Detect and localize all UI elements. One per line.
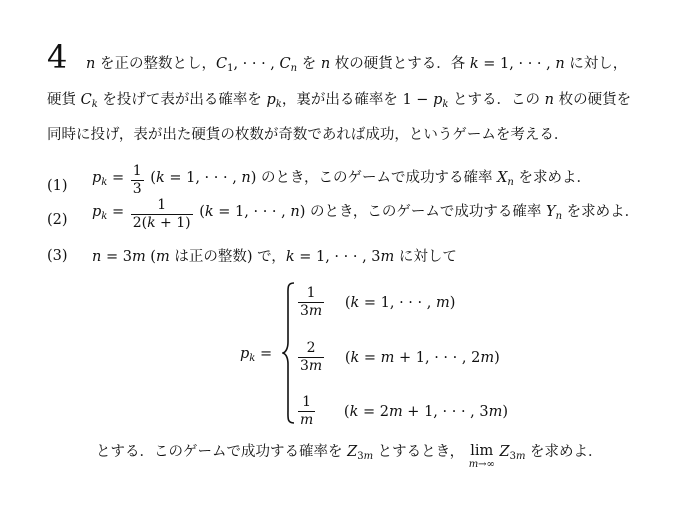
fraction-one-over-2k1: $\frac{1}{2(k + 1)}$ [132,197,191,231]
pk-lhs: $p_k$ = [240,346,273,364]
part-3-label: (3) [47,248,68,264]
left-brace-icon [282,282,296,424]
problem-number: 4 [47,38,68,76]
part-2-label: (2) [47,212,68,228]
limit-expression: lim m→∞ [468,443,495,470]
intro-line-1: n を正の整数とし，$C_1$, · · · , $C_n$ を n 枚の硬貨とする．各 k = 1, · · · , n に対し， [86,56,628,74]
part-1-body: $p_k$ = $\frac{1}{3}$ (k = 1, · · · , n) のとき，このゲームで成功する確率 $X_n$ を求めよ． [92,163,591,197]
case-2: $\frac{2}{3m}$ (k = m + 1, · · · , 2m) [300,340,500,374]
part-1-label: (1) [47,178,68,194]
part-3-body: n = 3m (m は正の整数) で，k = 1, · · · , 3m に対して [92,249,457,265]
conclusion-line: とする．このゲームで成功する確率を $Z_{3m}$ とするとき， lim m→∞ $Z_{3m}$ を求めよ． [96,443,603,470]
case-1: $\frac{1}{3m}$ (k = 1, · · · , m) [300,285,456,319]
part-2-body: $p_k$ = $\frac{1}{2(k + 1)}$ (k = 1, · · · , n) のとき，このゲームで成功する確率 $Y_n$ を求めよ． [92,197,640,231]
case-3: $\frac{1}{m}$ (k = 2m + 1, · · · , 3m) [300,394,509,428]
intro-line-3: 同時に投げ，表が出た硬貨の枚数が奇数であれば成功，というゲームを考える． [47,127,569,143]
fraction-one-third: $\frac{1}{3}$ [132,163,142,197]
intro-line-2: 硬貨 $C_k$ を投げて表が出る確率を $p_k$，裏が出る確率を $1 - p_k$ とする．この n 枚の硬貨を [47,92,632,110]
